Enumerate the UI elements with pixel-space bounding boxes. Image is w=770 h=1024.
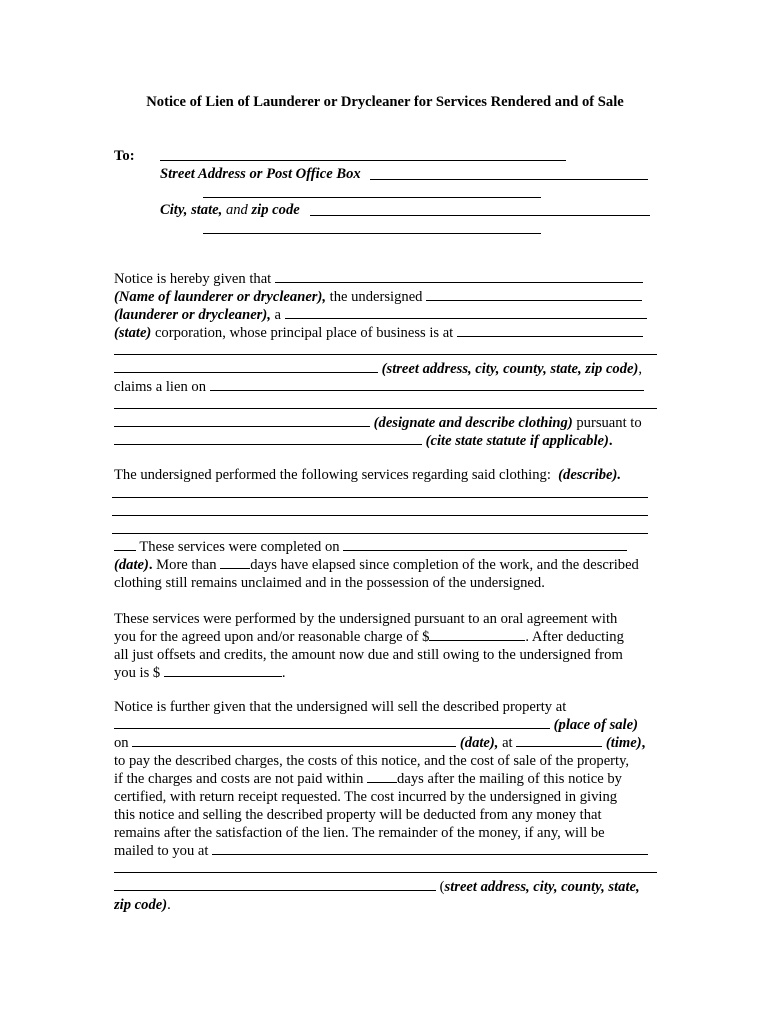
services-line-3[interactable] [112, 533, 648, 534]
city-state-zip-line-2[interactable] [203, 233, 541, 234]
business-address-line-3[interactable] [114, 360, 378, 373]
city-state-zip-label: City, state, and zip code [160, 202, 300, 218]
to-label: To: [114, 148, 135, 164]
days-after-mailing-line[interactable] [367, 770, 397, 783]
city-state-zip-line[interactable] [310, 215, 650, 216]
statute-line[interactable] [114, 432, 422, 445]
notice-paragraph: Notice is hereby given that (Name of launderer or drycleaner), the undersigned (launderer or drycleaner), a (state) corporation, whose principal place of business is at (street address, city, county, state, zip code), claims a lien on (designate and describe clothing) pursuant to (cite state statute if applicable). [114, 270, 659, 450]
mailing-address-line[interactable] [212, 842, 648, 855]
business-address-line[interactable] [457, 324, 643, 337]
launderer-name-line[interactable] [275, 270, 643, 283]
completed-checkbox-line[interactable] [114, 538, 136, 551]
business-address-line-2[interactable] [114, 342, 657, 355]
services-line-1[interactable] [112, 497, 648, 498]
document-title: Notice of Lien of Launderer or Drycleaner for Services Rendered and of Sale [146, 94, 624, 110]
services-intro: The undersigned performed the following services regarding said clothing: (describe). [114, 467, 621, 483]
charge-amount-line[interactable] [429, 628, 525, 641]
street-address-line-2[interactable] [203, 197, 541, 198]
mailing-address-line-3[interactable] [114, 878, 436, 891]
lien-item-line-2[interactable] [114, 396, 657, 409]
street-address-label: Street Address or Post Office Box [160, 166, 361, 182]
services-line-2[interactable] [112, 515, 648, 516]
agreement-paragraph: These services were performed by the undersigned pursuant to an oral agreement with you for the agreed upon and/or reasonable charge of $ . After deducting all just offsets and credits, the amount now due and still owing to the undersigned from you is $ . [114, 611, 624, 681]
recipient-name-line[interactable] [160, 160, 566, 161]
sale-date-line[interactable] [132, 734, 456, 747]
place-of-sale-line[interactable] [114, 716, 550, 729]
mailing-address-line-2[interactable] [114, 860, 657, 873]
sale-time-line[interactable] [516, 734, 602, 747]
state-line[interactable] [285, 306, 647, 319]
amount-owing-line[interactable] [164, 664, 282, 677]
completed-paragraph: These services were completed on (date). More than days have elapsed since completion of the work, and the described clothing still remains unclaimed and in the possession of the undersigned. [114, 539, 639, 591]
completed-date-line[interactable] [343, 538, 627, 551]
clothing-line[interactable] [114, 414, 370, 427]
street-address-line[interactable] [370, 179, 648, 180]
sale-paragraph: Notice is further given that the undersigned will sell the described property at (place of sale) on (date), at (time), to pay the described charges, the costs of this notice, and the cost of sale of the property, if the charges and costs are not paid within days after the mailing of this notice by certified, with return receipt requested. The cost incurred by the undersigned in giving this notice and selling the described property will be deducted from any money that remains after the satisfaction of the lien. The remainder of the money, if any, will be mailed to you at (street address, city, county, state, zip code). [114, 698, 659, 914]
lien-item-line[interactable] [210, 378, 644, 391]
days-elapsed-line[interactable] [220, 556, 250, 569]
launderer-type-line[interactable] [426, 288, 642, 301]
